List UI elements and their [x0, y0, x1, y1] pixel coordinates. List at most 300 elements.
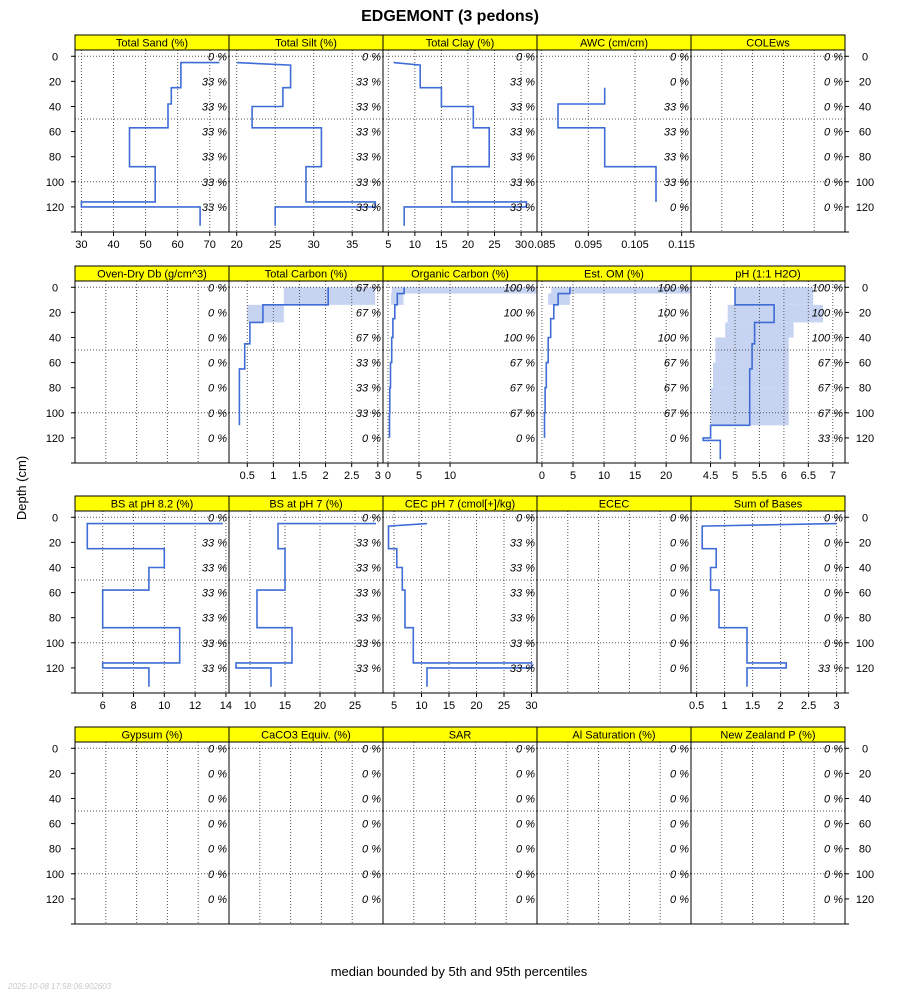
coverage-label: 0 % — [824, 126, 843, 139]
coverage-label: 0 % — [362, 432, 381, 445]
coverage-label: 33 % — [663, 101, 689, 114]
profile-panel — [75, 35, 229, 251]
coverage-label: 33 % — [201, 537, 227, 550]
coverage-label: 67 % — [355, 332, 381, 345]
y-tick-label: 120 — [45, 432, 65, 445]
panel-frame — [537, 511, 691, 693]
x-tick-label: 20 — [660, 470, 673, 482]
y-tick-label: 100 — [45, 637, 65, 650]
coverage-label: 33 % — [201, 662, 227, 675]
y-tick-label: 60 — [48, 587, 62, 600]
coverage-label: 33 % — [509, 101, 535, 114]
profile-panel — [383, 266, 537, 482]
coverage-label: 0 % — [824, 612, 843, 625]
y-tick-label: 60 — [48, 818, 62, 831]
coverage-label: 33 % — [509, 612, 535, 625]
coverage-label: 0 % — [824, 818, 843, 831]
panel-title: Total Carbon (%) — [264, 268, 348, 281]
y-tick-label: 120 — [45, 893, 65, 906]
x-tick-label: 10 — [158, 700, 171, 712]
y-tick-label: 60 — [48, 357, 62, 370]
coverage-label: 0 % — [516, 793, 535, 806]
y-tick-label: 80 — [48, 382, 62, 395]
coverage-label: 0 % — [208, 382, 227, 395]
coverage-label: 0 % — [516, 432, 535, 445]
coverage-label: 0 % — [362, 793, 381, 806]
x-tick-label: 2.5 — [344, 470, 360, 482]
coverage-label: 100 % — [811, 282, 843, 295]
coverage-label: 33 % — [355, 537, 381, 550]
panel-title: New Zealand P (%) — [720, 729, 816, 742]
x-tick-label: 5.5 — [751, 470, 768, 482]
x-tick-label: 30 — [307, 239, 320, 251]
coverage-label: 33 % — [355, 637, 381, 650]
panel-frame — [537, 50, 691, 232]
y-tick-label: 100 — [45, 407, 65, 420]
x-tick-label: 6 — [780, 470, 787, 482]
y-tick-label: 120 — [855, 662, 875, 675]
y-axis-label: Depth (cm) — [14, 455, 29, 521]
y-tick-label: 20 — [858, 537, 872, 550]
profile-panel — [75, 266, 229, 463]
coverage-label: 0 % — [824, 793, 843, 806]
x-tick-label: 15 — [442, 700, 456, 712]
x-tick-label: 70 — [203, 239, 216, 251]
coverage-label: 0 % — [670, 637, 689, 650]
x-tick-label: 20 — [230, 239, 243, 251]
y-tick-label: 0 — [861, 282, 869, 295]
percentile-band — [728, 305, 823, 323]
coverage-label: 0 % — [824, 893, 843, 906]
coverage-label: 67 % — [509, 407, 535, 420]
coverage-label: 0 % — [670, 512, 689, 525]
x-tick-label: 0 — [538, 470, 546, 482]
coverage-label: 100 % — [657, 307, 689, 320]
coverage-label: 67 % — [817, 357, 843, 370]
percentile-band — [713, 363, 789, 388]
coverage-label: 0 % — [516, 743, 535, 756]
coverage-label: 0 % — [670, 893, 689, 906]
coverage-label: 0 % — [362, 818, 381, 831]
coverage-label: 33 % — [509, 76, 535, 89]
coverage-label: 0 % — [670, 76, 689, 89]
panel-title: BS at pH 7 (%) — [269, 498, 343, 511]
coverage-label: 0 % — [208, 893, 227, 906]
y-tick-label: 20 — [48, 307, 62, 320]
x-tick-label: 4.5 — [702, 470, 719, 482]
y-tick-label: 0 — [51, 512, 59, 525]
coverage-label: 0 % — [824, 51, 843, 64]
coverage-label: 0 % — [670, 612, 689, 625]
x-tick-label: 0.5 — [688, 700, 705, 712]
coverage-label: 33 % — [355, 382, 381, 395]
panel-title: COLEws — [746, 37, 790, 50]
coverage-label: 0 % — [362, 843, 381, 856]
y-tick-label: 0 — [861, 743, 869, 756]
coverage-label: 100 % — [503, 332, 535, 345]
y-tick-label: 80 — [858, 612, 872, 625]
x-tick-label: 1.5 — [744, 700, 761, 712]
x-tick-label: 0.5 — [239, 470, 255, 482]
coverage-label: 0 % — [208, 282, 227, 295]
coverage-label: 0 % — [516, 843, 535, 856]
panel-frame — [691, 50, 845, 232]
coverage-label: 0 % — [824, 637, 843, 650]
coverage-label: 100 % — [503, 307, 535, 320]
coverage-label: 33 % — [509, 562, 535, 575]
coverage-label: 100 % — [657, 282, 689, 295]
coverage-label: 33 % — [817, 662, 843, 675]
panel-title: ECEC — [598, 498, 630, 511]
coverage-label: 0 % — [670, 562, 689, 575]
panel-frame — [537, 742, 691, 924]
coverage-label: 0 % — [670, 868, 689, 881]
y-tick-label: 20 — [858, 76, 872, 89]
coverage-label: 0 % — [824, 537, 843, 550]
x-tick-label: 25 — [269, 239, 282, 251]
coverage-label: 100 % — [811, 332, 843, 345]
y-tick-label: 80 — [858, 382, 872, 395]
coverage-label: 0 % — [208, 768, 227, 781]
y-tick-label: 100 — [45, 176, 65, 189]
median-line — [545, 287, 570, 438]
y-tick-label: 80 — [48, 612, 62, 625]
panel-frame — [229, 742, 383, 924]
timestamp-label: 2025-10-08 17:58:06.902603 — [8, 982, 112, 991]
coverage-label: 0 % — [208, 357, 227, 370]
y-tick-label: 0 — [51, 282, 59, 295]
coverage-label: 0 % — [362, 512, 381, 525]
profile-panel — [383, 35, 537, 251]
coverage-label: 0 % — [208, 843, 227, 856]
profile-panel — [537, 496, 691, 693]
profile-panel — [229, 496, 383, 712]
panel-title: Est. OM (%) — [584, 268, 644, 281]
coverage-label: 33 % — [355, 101, 381, 114]
x-tick-label: 3 — [374, 470, 381, 482]
y-tick-label: 60 — [48, 126, 62, 139]
y-tick-label: 0 — [861, 51, 869, 64]
median-line — [81, 63, 219, 226]
panel-frame — [75, 281, 229, 463]
coverage-label: 33 % — [663, 176, 689, 189]
panel-title: Organic Carbon (%) — [411, 268, 509, 281]
coverage-label: 67 % — [355, 307, 381, 320]
coverage-label: 0 % — [824, 512, 843, 525]
y-tick-label: 40 — [858, 101, 872, 114]
x-tick-label: 0.105 — [621, 239, 649, 251]
coverage-label: 33 % — [509, 126, 535, 139]
coverage-label: 0 % — [516, 512, 535, 525]
coverage-label: 33 % — [355, 587, 381, 600]
coverage-label: 0 % — [824, 101, 843, 114]
y-tick-label: 20 — [48, 768, 62, 781]
y-tick-label: 20 — [858, 768, 872, 781]
x-tick-label: 6.5 — [800, 470, 816, 482]
percentile-band — [548, 294, 570, 305]
coverage-label: 0 % — [670, 743, 689, 756]
x-tick-label: 3 — [833, 700, 840, 712]
y-tick-label: 60 — [858, 126, 872, 139]
coverage-label: 0 % — [362, 868, 381, 881]
x-tick-label: 1.5 — [291, 470, 308, 482]
panel-title: CaCO3 Equiv. (%) — [261, 729, 351, 742]
y-tick-label: 100 — [855, 176, 875, 189]
coverage-label: 33 % — [201, 101, 227, 114]
x-tick-label: 8 — [130, 700, 137, 712]
coverage-label: 0 % — [824, 743, 843, 756]
panel-title: Total Silt (%) — [275, 37, 337, 50]
coverage-label: 0 % — [208, 332, 227, 345]
profile-panel — [75, 727, 229, 924]
coverage-label: 67 % — [663, 357, 689, 370]
median-line — [702, 524, 836, 687]
x-tick-label: 30 — [525, 700, 538, 712]
x-tick-label: 10 — [243, 700, 257, 712]
y-tick-label: 120 — [855, 893, 875, 906]
x-tick-label: 1 — [721, 700, 728, 712]
x-tick-label: 0 — [384, 470, 392, 482]
x-tick-label: 15 — [628, 470, 642, 482]
coverage-label: 0 % — [824, 176, 843, 189]
coverage-label: 33 % — [663, 151, 689, 164]
panel-title: AWC (cm/cm) — [579, 37, 649, 50]
x-tick-label: 14 — [219, 700, 233, 712]
coverage-label: 0 % — [670, 843, 689, 856]
coverage-label: 0 % — [670, 768, 689, 781]
coverage-label: 33 % — [509, 537, 535, 550]
profile-panel — [229, 727, 383, 924]
chart-subtitle: median bounded by 5th and 95th percentiles — [330, 964, 588, 979]
x-tick-label: 60 — [171, 239, 184, 251]
coverage-label: 33 % — [509, 637, 535, 650]
coverage-label: 67 % — [663, 382, 689, 395]
percentile-band — [735, 287, 813, 305]
panel-title: Total Sand (%) — [115, 37, 189, 50]
coverage-label: 67 % — [509, 382, 535, 395]
x-tick-label: 10 — [415, 700, 428, 712]
x-tick-label: 2 — [777, 700, 784, 712]
x-tick-label: 7 — [829, 470, 836, 482]
y-tick-label: 100 — [45, 868, 65, 881]
coverage-label: 33 % — [201, 637, 227, 650]
coverage-label: 0 % — [362, 768, 381, 781]
coverage-label: 33 % — [355, 662, 381, 675]
coverage-label: 0 % — [516, 818, 535, 831]
x-tick-label: 25 — [497, 700, 511, 712]
y-tick-label: 80 — [48, 843, 62, 856]
coverage-label: 33 % — [355, 562, 381, 575]
coverage-label: 100 % — [811, 307, 843, 320]
y-tick-label: 120 — [855, 201, 875, 214]
y-tick-label: 0 — [51, 743, 59, 756]
coverage-label: 0 % — [670, 587, 689, 600]
y-tick-label: 20 — [858, 307, 872, 320]
y-tick-label: 60 — [858, 587, 872, 600]
profile-panel — [691, 35, 845, 232]
x-tick-label: 5 — [569, 470, 577, 482]
x-tick-label: 30 — [514, 239, 528, 251]
coverage-label: 33 % — [355, 151, 381, 164]
panel-frame — [691, 742, 845, 924]
panel-title: BS at pH 8.2 (%) — [110, 498, 194, 511]
panel-title: Oven-Dry Db (g/cm^3) — [97, 268, 207, 281]
coverage-label: 0 % — [824, 151, 843, 164]
profile-panel — [229, 35, 383, 251]
coverage-label: 0 % — [208, 512, 227, 525]
y-tick-label: 60 — [858, 357, 872, 370]
panel-frame — [75, 742, 229, 924]
coverage-label: 0 % — [362, 893, 381, 906]
coverage-label: 67 % — [355, 282, 381, 295]
coverage-label: 67 % — [817, 382, 843, 395]
coverage-label: 33 % — [509, 201, 535, 214]
y-tick-label: 80 — [48, 151, 62, 164]
y-tick-label: 20 — [48, 537, 62, 550]
y-tick-label: 40 — [858, 332, 872, 345]
coverage-label: 33 % — [201, 587, 227, 600]
profile-panel — [528, 35, 695, 251]
coverage-label: 100 % — [657, 332, 689, 345]
coverage-label: 0 % — [208, 432, 227, 445]
x-tick-label: 25 — [488, 239, 501, 251]
panel-title: Gypsum (%) — [121, 729, 183, 742]
x-tick-label: 35 — [346, 239, 359, 251]
coverage-label: 0 % — [824, 76, 843, 89]
coverage-label: 0 % — [362, 51, 381, 64]
x-tick-label: 15 — [278, 700, 292, 712]
coverage-label: 0 % — [208, 818, 227, 831]
panel-frame — [383, 742, 537, 924]
y-tick-label: 120 — [45, 662, 65, 675]
y-tick-label: 100 — [855, 407, 875, 420]
profile-panel — [383, 496, 538, 712]
x-tick-label: 20 — [470, 700, 483, 712]
coverage-label: 33 % — [201, 562, 227, 575]
coverage-label: 67 % — [509, 357, 535, 370]
coverage-label: 67 % — [817, 407, 843, 420]
profile-panel — [383, 727, 537, 924]
x-tick-label: 50 — [139, 239, 152, 251]
coverage-label: 33 % — [817, 432, 843, 445]
x-tick-label: 6 — [99, 700, 106, 712]
panel-title: SAR — [448, 729, 472, 742]
y-tick-label: 40 — [858, 562, 872, 575]
median-line — [237, 63, 376, 226]
coverage-label: 33 % — [663, 126, 689, 139]
coverage-label: 0 % — [824, 868, 843, 881]
x-tick-label: 1 — [270, 470, 277, 482]
coverage-label: 33 % — [355, 176, 381, 189]
coverage-label: 33 % — [509, 151, 535, 164]
y-tick-label: 40 — [48, 562, 62, 575]
y-tick-label: 100 — [855, 868, 875, 881]
x-tick-label: 10 — [408, 239, 421, 251]
profile-panel — [75, 496, 232, 712]
coverage-label: 0 % — [824, 768, 843, 781]
x-tick-label: 5 — [731, 470, 739, 482]
coverage-label: 33 % — [355, 612, 381, 625]
x-tick-label: 2.5 — [800, 700, 817, 712]
coverage-label: 0 % — [670, 793, 689, 806]
median-line — [390, 287, 405, 438]
y-tick-label: 40 — [48, 101, 62, 114]
coverage-label: 0 % — [516, 768, 535, 781]
coverage-label: 0 % — [208, 793, 227, 806]
coverage-label: 0 % — [516, 51, 535, 64]
coverage-label: 0 % — [208, 743, 227, 756]
y-tick-label: 40 — [48, 793, 62, 806]
coverage-label: 33 % — [355, 126, 381, 139]
y-tick-label: 80 — [858, 151, 872, 164]
y-tick-label: 20 — [48, 76, 62, 89]
coverage-label: 0 % — [516, 893, 535, 906]
coverage-label: 0 % — [670, 537, 689, 550]
coverage-label: 33 % — [509, 662, 535, 675]
coverage-label: 0 % — [670, 201, 689, 214]
coverage-label: 33 % — [355, 76, 381, 89]
coverage-label: 33 % — [201, 126, 227, 139]
coverage-label: 0 % — [824, 843, 843, 856]
coverage-label: 100 % — [503, 282, 535, 295]
x-tick-label: 15 — [435, 239, 448, 251]
panel-title: Al Saturation (%) — [572, 729, 656, 742]
x-tick-label: 20 — [461, 239, 475, 251]
y-tick-label: 60 — [858, 818, 872, 831]
panel-grid — [46, 35, 874, 924]
coverage-label: 33 % — [201, 76, 227, 89]
profile-panel — [229, 266, 383, 482]
panel-title: CEC pH 7 (cmol[+]/kg) — [404, 498, 516, 511]
profile-panel — [691, 266, 845, 482]
y-tick-label: 0 — [51, 51, 59, 64]
coverage-label: 33 % — [201, 151, 227, 164]
x-tick-label: 0.115 — [668, 239, 696, 251]
coverage-label: 33 % — [201, 201, 227, 214]
panel-title: Total Clay (%) — [425, 37, 495, 50]
panel-title: pH (1:1 H2O) — [735, 268, 801, 281]
x-tick-label: 0.095 — [574, 239, 603, 251]
x-tick-label: 30 — [75, 239, 88, 251]
coverage-label: 0 % — [670, 51, 689, 64]
coverage-label: 0 % — [670, 662, 689, 675]
coverage-label: 0 % — [824, 562, 843, 575]
coverage-label: 0 % — [824, 201, 843, 214]
panel-title: Sum of Bases — [733, 498, 803, 511]
coverage-label: 33 % — [355, 201, 381, 214]
coverage-label: 0 % — [670, 432, 689, 445]
x-tick-label: 40 — [107, 239, 120, 251]
median-line — [558, 88, 656, 202]
coverage-label: 0 % — [670, 818, 689, 831]
x-tick-label: 12 — [188, 700, 202, 712]
coverage-label: 0 % — [824, 587, 843, 600]
y-tick-label: 80 — [858, 843, 872, 856]
coverage-label: 0 % — [208, 307, 227, 320]
y-tick-label: 120 — [45, 201, 65, 214]
y-tick-label: 100 — [855, 637, 875, 650]
coverage-label: 67 % — [663, 407, 689, 420]
x-tick-label: 10 — [443, 470, 457, 482]
coverage-label: 33 % — [509, 176, 535, 189]
coverage-label: 33 % — [201, 612, 227, 625]
x-tick-label: 5 — [415, 470, 423, 482]
coverage-label: 33 % — [509, 587, 535, 600]
profile-panel — [691, 727, 845, 924]
x-tick-label: 5 — [390, 700, 398, 712]
y-tick-label: 40 — [48, 332, 62, 345]
coverage-label: 33 % — [355, 357, 381, 370]
